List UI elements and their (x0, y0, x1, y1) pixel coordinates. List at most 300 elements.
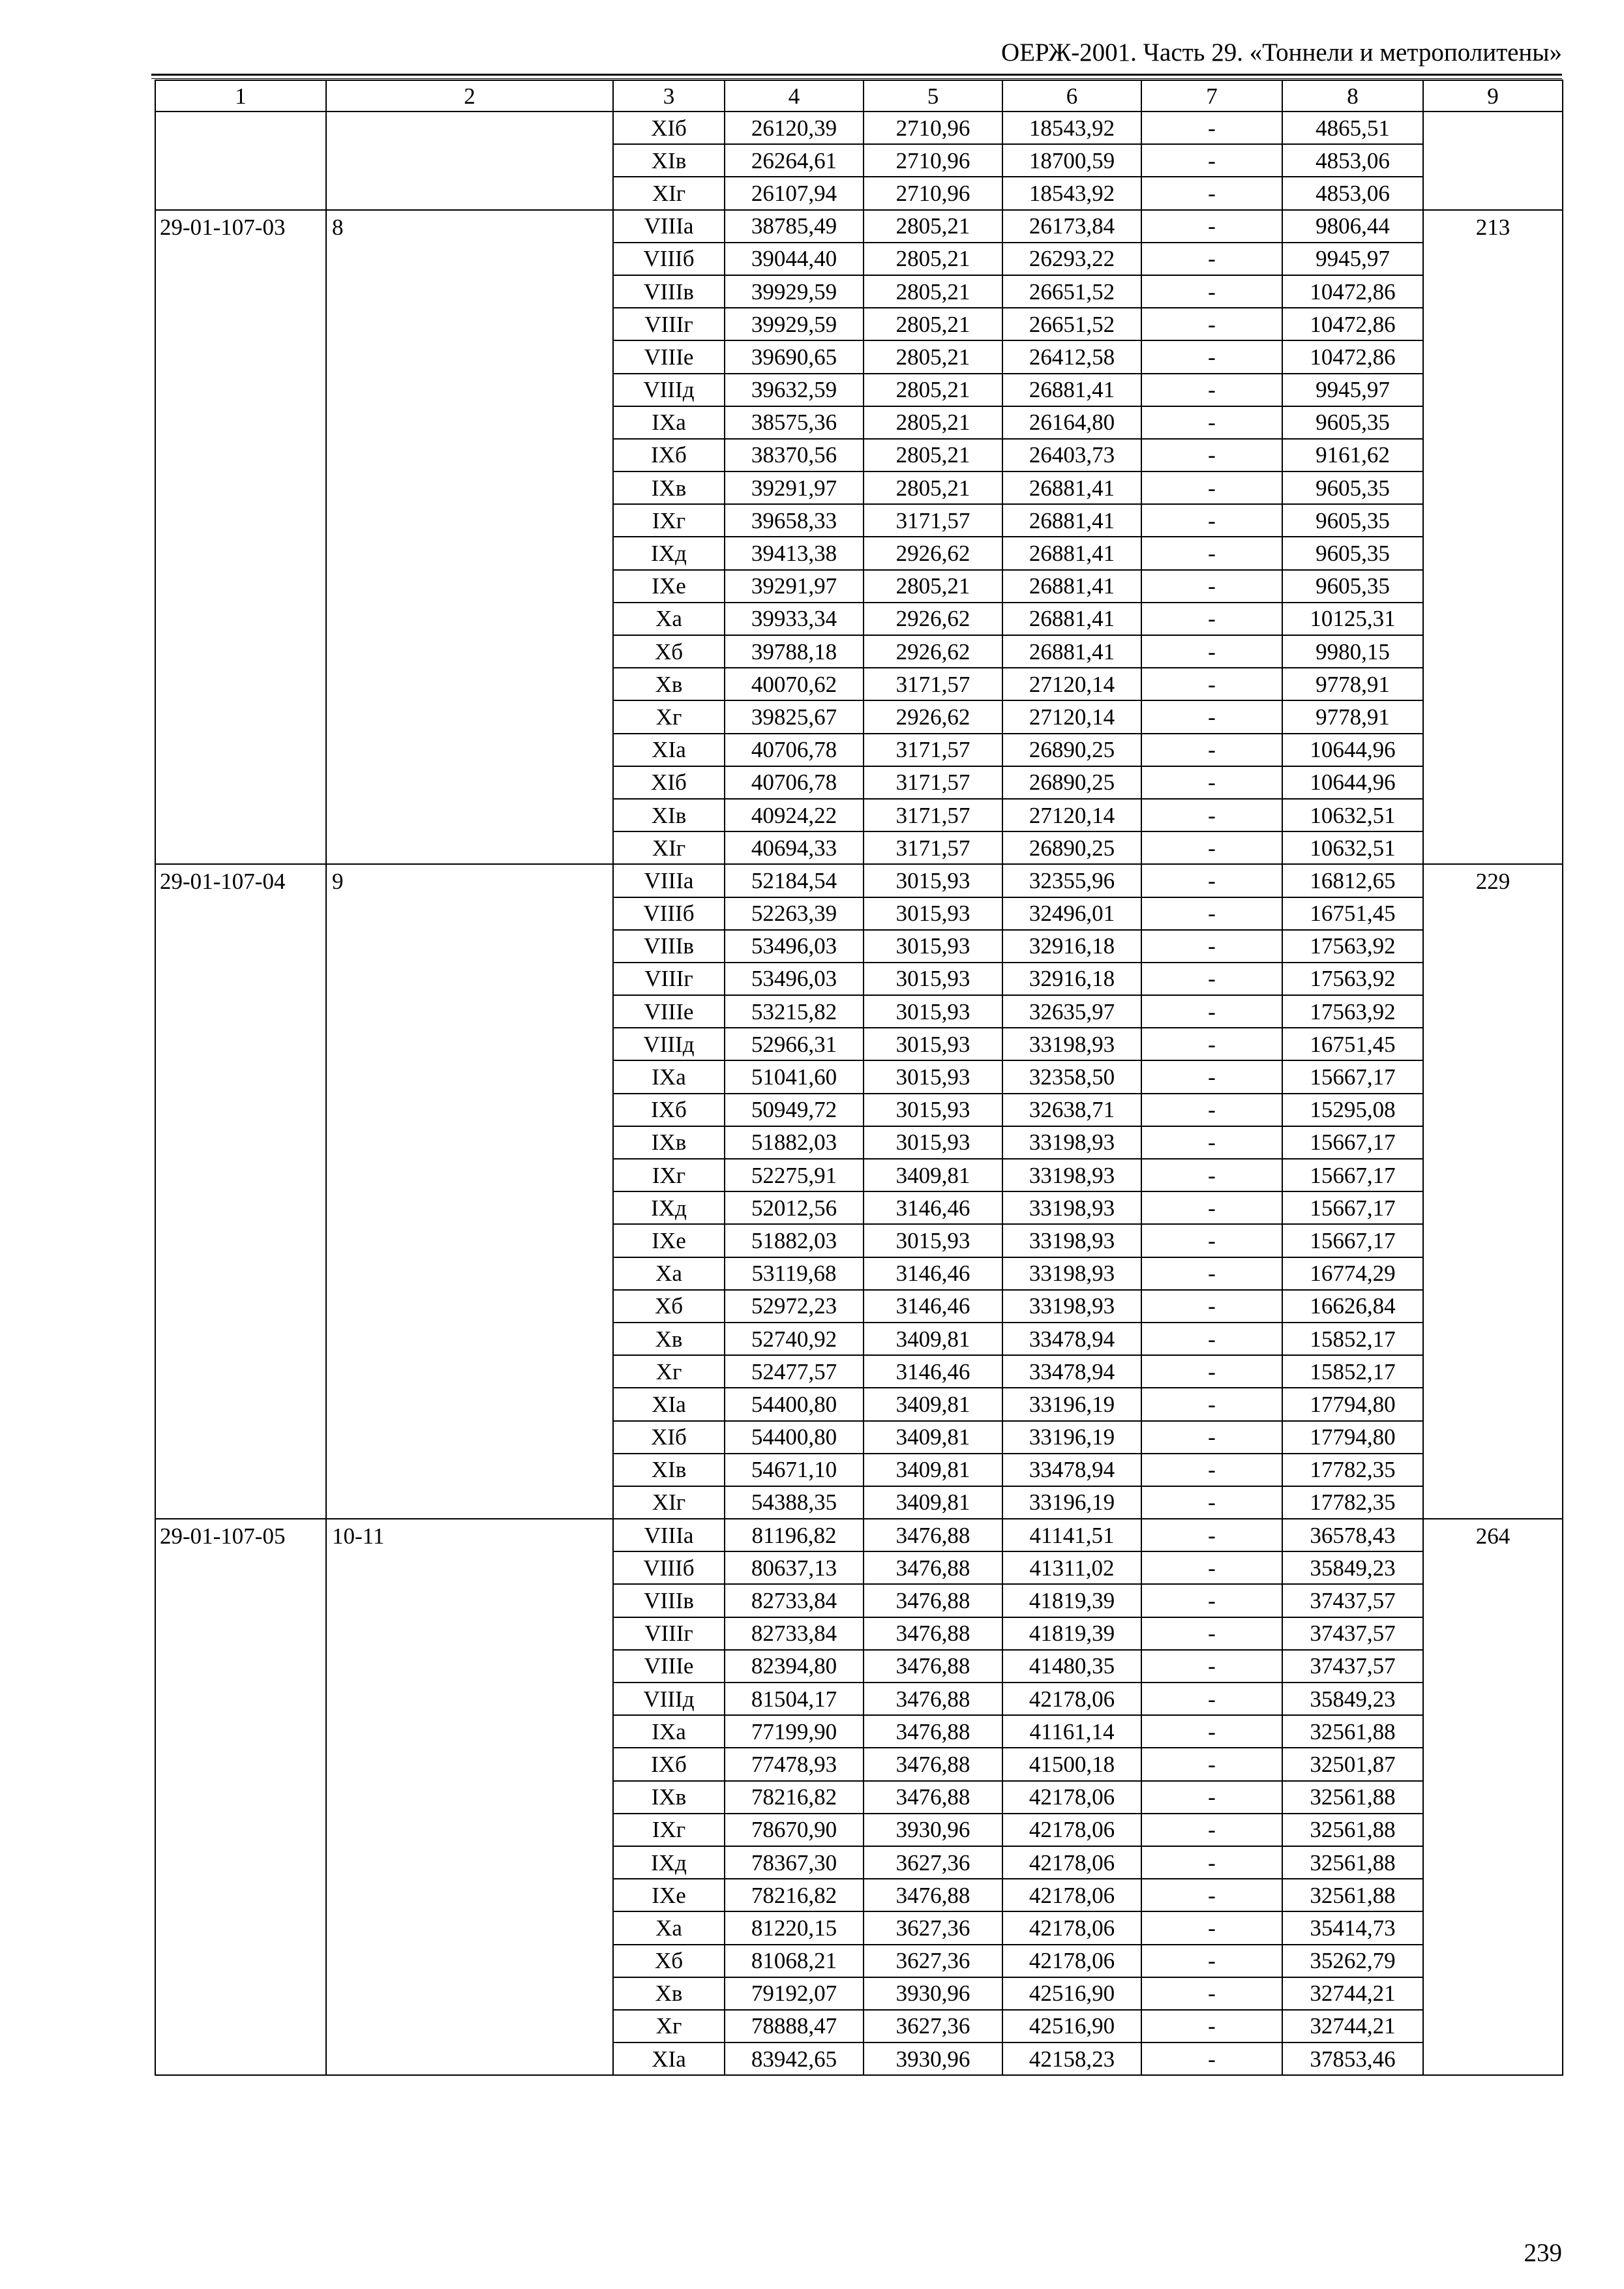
total-cost-cell: 52012,56 (725, 1191, 864, 1224)
labor-cost-cell: 3627,36 (864, 1945, 1002, 1977)
zone-cell: XIб (613, 112, 725, 144)
labor-cost-cell: 3476,88 (864, 1617, 1002, 1650)
table-row (155, 112, 1563, 144)
zone-cell: XIб (613, 766, 725, 799)
materials-cost-cell: 15667,17 (1282, 1159, 1423, 1191)
materials-cost-cell: 17794,80 (1282, 1421, 1423, 1454)
wages-cell: - (1141, 570, 1282, 603)
zone-cell: XIа (613, 2042, 725, 2075)
materials-cost-cell: 16626,84 (1282, 1290, 1423, 1323)
wages-cell: - (1141, 1454, 1282, 1486)
total-cost-cell: 39413,38 (725, 537, 864, 569)
labor-cost-cell: 2805,21 (864, 243, 1002, 275)
zone-cell: Xг (613, 2010, 725, 2042)
zone-cell: XIг (613, 831, 725, 864)
total-cost-cell: 53496,03 (725, 963, 864, 995)
wages-cell: - (1141, 1486, 1282, 1519)
machine-cost-cell: 33198,93 (1002, 1028, 1141, 1060)
wages-cell: - (1141, 1748, 1282, 1780)
wages-cell: - (1141, 243, 1282, 275)
total-cost-cell: 26264,61 (725, 144, 864, 177)
labor-cost-cell: 2926,62 (864, 537, 1002, 569)
total-cost-cell: 39044,40 (725, 243, 864, 275)
machine-cost-cell: 42178,06 (1002, 1945, 1141, 1977)
column-number: 6 (1002, 80, 1141, 112)
zone-cell: VIIIв (613, 930, 725, 963)
wages-cell: - (1141, 1584, 1282, 1617)
norm-code-cell: 29-01-107-05 (155, 1519, 326, 2075)
zone-cell: IXг (613, 1159, 725, 1191)
total-cost-cell: 53119,68 (725, 1257, 864, 1290)
total-cost-cell: 39291,97 (725, 570, 864, 603)
machine-cost-cell: 42178,06 (1002, 1846, 1141, 1879)
machine-cost-cell: 32916,18 (1002, 963, 1141, 995)
zone-cell: VIIIб (613, 243, 725, 275)
page-number: 239 (1524, 2239, 1562, 2267)
machine-cost-cell: 18543,92 (1002, 177, 1141, 209)
materials-cost-cell: 32561,88 (1282, 1715, 1423, 1748)
machine-cost-cell: 18700,59 (1002, 144, 1141, 177)
labor-cost-cell: 3476,88 (864, 1519, 1002, 1551)
labor-cost-cell: 3930,96 (864, 2042, 1002, 2075)
wages-cell: - (1141, 439, 1282, 471)
labor-cost-cell: 3171,57 (864, 504, 1002, 537)
wages-cell: - (1141, 897, 1282, 930)
zone-cell: IXд (613, 1191, 725, 1224)
total-cost-cell: 52275,91 (725, 1159, 864, 1191)
total-cost-cell: 81068,21 (725, 1945, 864, 1977)
total-cost-cell: 39825,67 (725, 700, 864, 733)
materials-cost-cell: 32561,88 (1282, 1781, 1423, 1814)
labor-cost-cell: 3015,93 (864, 1126, 1002, 1159)
total-cost-cell: 82394,80 (725, 1650, 864, 1683)
labor-cost-cell: 3015,93 (864, 930, 1002, 963)
wages-cell: - (1141, 1028, 1282, 1060)
zone-cell: VIIIд (613, 1683, 725, 1715)
zone-cell: XIв (613, 1454, 725, 1486)
wages-cell: - (1141, 1257, 1282, 1290)
zone-cell: IXа (613, 406, 725, 439)
labor-cost-cell: 3015,93 (864, 1060, 1002, 1093)
total-cost-cell: 40070,62 (725, 668, 864, 700)
materials-cost-cell: 35849,23 (1282, 1683, 1423, 1715)
group-value-cell: 229 (1423, 864, 1563, 1519)
labor-cost-cell: 3146,46 (864, 1191, 1002, 1224)
machine-cost-cell: 32496,01 (1002, 897, 1141, 930)
norm-name-cell: 9 (326, 864, 613, 1519)
machine-cost-cell: 26881,41 (1002, 471, 1141, 504)
wages-cell: - (1141, 210, 1282, 243)
labor-cost-cell: 3171,57 (864, 799, 1002, 831)
labor-cost-cell: 2805,21 (864, 570, 1002, 603)
machine-cost-cell: 26890,25 (1002, 734, 1141, 766)
total-cost-cell: 52184,54 (725, 864, 864, 897)
zone-cell: XIг (613, 1486, 725, 1519)
wages-cell: - (1141, 1977, 1282, 2010)
machine-cost-cell: 42178,06 (1002, 1781, 1141, 1814)
total-cost-cell: 50949,72 (725, 1094, 864, 1126)
materials-cost-cell: 37437,57 (1282, 1650, 1423, 1683)
labor-cost-cell: 2805,21 (864, 374, 1002, 406)
zone-cell: IXг (613, 504, 725, 537)
wages-cell: - (1141, 799, 1282, 831)
wages-cell: - (1141, 603, 1282, 635)
machine-cost-cell: 26293,22 (1002, 243, 1141, 275)
machine-cost-cell: 26412,58 (1002, 340, 1141, 373)
materials-cost-cell: 15852,17 (1282, 1355, 1423, 1388)
total-cost-cell: 83942,65 (725, 2042, 864, 2075)
labor-cost-cell: 3146,46 (864, 1290, 1002, 1323)
labor-cost-cell: 3015,93 (864, 963, 1002, 995)
machine-cost-cell: 26881,41 (1002, 504, 1141, 537)
zone-cell: VIIIб (613, 897, 725, 930)
column-number: 1 (155, 80, 326, 112)
machine-cost-cell: 33196,19 (1002, 1421, 1141, 1454)
materials-cost-cell: 16751,45 (1282, 897, 1423, 930)
materials-cost-cell: 9161,62 (1282, 439, 1423, 471)
zone-cell: Xа (613, 603, 725, 635)
total-cost-cell: 81220,15 (725, 1911, 864, 1944)
materials-cost-cell: 32561,88 (1282, 1814, 1423, 1846)
total-cost-cell: 51882,03 (725, 1224, 864, 1257)
total-cost-cell: 54671,10 (725, 1454, 864, 1486)
wages-cell: - (1141, 1388, 1282, 1420)
wages-cell: - (1141, 2010, 1282, 2042)
materials-cost-cell: 15667,17 (1282, 1224, 1423, 1257)
table-row (155, 1519, 1563, 1551)
materials-cost-cell: 32744,21 (1282, 1977, 1423, 2010)
machine-cost-cell: 32355,96 (1002, 864, 1141, 897)
wages-cell: - (1141, 340, 1282, 373)
labor-cost-cell: 3171,57 (864, 831, 1002, 864)
rates-table (155, 80, 1563, 2076)
zone-cell: VIIIд (613, 1028, 725, 1060)
header-rule-thick (151, 74, 1562, 76)
machine-cost-cell: 26173,84 (1002, 210, 1141, 243)
zone-cell: Xа (613, 1257, 725, 1290)
zone-cell: VIIIб (613, 1551, 725, 1584)
labor-cost-cell: 2710,96 (864, 177, 1002, 209)
labor-cost-cell: 2710,96 (864, 144, 1002, 177)
total-cost-cell: 39929,59 (725, 308, 864, 340)
materials-cost-cell: 10632,51 (1282, 799, 1423, 831)
machine-cost-cell: 33198,93 (1002, 1224, 1141, 1257)
materials-cost-cell: 15295,08 (1282, 1094, 1423, 1126)
machine-cost-cell: 42178,06 (1002, 1814, 1141, 1846)
zone-cell: IXв (613, 1126, 725, 1159)
zone-cell: VIIIа (613, 1519, 725, 1551)
labor-cost-cell: 2805,21 (864, 210, 1002, 243)
materials-cost-cell: 32561,88 (1282, 1879, 1423, 1911)
wages-cell: - (1141, 864, 1282, 897)
materials-cost-cell: 10644,96 (1282, 766, 1423, 799)
machine-cost-cell: 18543,92 (1002, 112, 1141, 144)
group-value-cell: 213 (1423, 210, 1563, 865)
column-number: 4 (725, 80, 864, 112)
wages-cell: - (1141, 1814, 1282, 1846)
norm-code-cell: 29-01-107-03 (155, 210, 326, 865)
total-cost-cell: 40924,22 (725, 799, 864, 831)
zone-cell: IXб (613, 439, 725, 471)
total-cost-cell: 52477,57 (725, 1355, 864, 1388)
materials-cost-cell: 10472,86 (1282, 308, 1423, 340)
wages-cell: - (1141, 1945, 1282, 1977)
wages-cell: - (1141, 1683, 1282, 1715)
labor-cost-cell: 3171,57 (864, 734, 1002, 766)
materials-cost-cell: 32744,21 (1282, 2010, 1423, 2042)
zone-cell: IXд (613, 1846, 725, 1879)
zone-cell: VIIIд (613, 374, 725, 406)
column-number-row (155, 80, 1563, 112)
labor-cost-cell: 3015,93 (864, 1028, 1002, 1060)
materials-cost-cell: 35849,23 (1282, 1551, 1423, 1584)
labor-cost-cell: 2926,62 (864, 635, 1002, 668)
wages-cell: - (1141, 1290, 1282, 1323)
materials-cost-cell: 9605,35 (1282, 406, 1423, 439)
total-cost-cell: 39788,18 (725, 635, 864, 668)
wages-cell: - (1141, 995, 1282, 1028)
zone-cell: XIв (613, 799, 725, 831)
wages-cell: - (1141, 144, 1282, 177)
column-number: 7 (1141, 80, 1282, 112)
machine-cost-cell: 32638,71 (1002, 1094, 1141, 1126)
machine-cost-cell: 26164,80 (1002, 406, 1141, 439)
wages-cell: - (1141, 1551, 1282, 1584)
labor-cost-cell: 3015,93 (864, 1224, 1002, 1257)
total-cost-cell: 53215,82 (725, 995, 864, 1028)
materials-cost-cell: 32561,88 (1282, 1846, 1423, 1879)
total-cost-cell: 26120,39 (725, 112, 864, 144)
zone-cell: IXе (613, 570, 725, 603)
total-cost-cell: 39933,34 (725, 603, 864, 635)
wages-cell: - (1141, 1879, 1282, 1911)
labor-cost-cell: 3409,81 (864, 1323, 1002, 1355)
machine-cost-cell: 26890,25 (1002, 831, 1141, 864)
materials-cost-cell: 4853,06 (1282, 177, 1423, 209)
labor-cost-cell: 2926,62 (864, 700, 1002, 733)
machine-cost-cell: 32635,97 (1002, 995, 1141, 1028)
total-cost-cell: 78670,90 (725, 1814, 864, 1846)
machine-cost-cell: 42178,06 (1002, 1879, 1141, 1911)
header-rule-thin (151, 78, 1562, 79)
zone-cell: IXб (613, 1094, 725, 1126)
labor-cost-cell: 2805,21 (864, 308, 1002, 340)
total-cost-cell: 39291,97 (725, 471, 864, 504)
labor-cost-cell: 3476,88 (864, 1748, 1002, 1780)
labor-cost-cell: 3146,46 (864, 1257, 1002, 1290)
zone-cell: IXв (613, 1781, 725, 1814)
total-cost-cell: 52740,92 (725, 1323, 864, 1355)
machine-cost-cell: 33196,19 (1002, 1388, 1141, 1420)
machine-cost-cell: 32358,50 (1002, 1060, 1141, 1093)
labor-cost-cell: 3015,93 (864, 995, 1002, 1028)
machine-cost-cell: 26890,25 (1002, 766, 1141, 799)
zone-cell: VIIIе (613, 340, 725, 373)
norm-code-cell (155, 112, 326, 210)
zone-cell: Xв (613, 1323, 725, 1355)
total-cost-cell: 54400,80 (725, 1421, 864, 1454)
materials-cost-cell: 35262,79 (1282, 1945, 1423, 1977)
machine-cost-cell: 41480,35 (1002, 1650, 1141, 1683)
machine-cost-cell: 33478,94 (1002, 1323, 1141, 1355)
machine-cost-cell: 33198,93 (1002, 1290, 1141, 1323)
materials-cost-cell: 17794,80 (1282, 1388, 1423, 1420)
wages-cell: - (1141, 1355, 1282, 1388)
wages-cell: - (1141, 1846, 1282, 1879)
column-number: 3 (613, 80, 725, 112)
zone-cell: IXб (613, 1748, 725, 1780)
labor-cost-cell: 2805,21 (864, 471, 1002, 504)
wages-cell: - (1141, 930, 1282, 963)
table-row (155, 864, 1563, 897)
materials-cost-cell: 16774,29 (1282, 1257, 1423, 1290)
materials-cost-cell: 15667,17 (1282, 1060, 1423, 1093)
labor-cost-cell: 3409,81 (864, 1388, 1002, 1420)
zone-cell: Xг (613, 1355, 725, 1388)
materials-cost-cell: 17782,35 (1282, 1486, 1423, 1519)
machine-cost-cell: 42516,90 (1002, 1977, 1141, 2010)
wages-cell: - (1141, 1159, 1282, 1191)
machine-cost-cell: 33478,94 (1002, 1355, 1141, 1388)
materials-cost-cell: 9605,35 (1282, 504, 1423, 537)
machine-cost-cell: 33198,93 (1002, 1257, 1141, 1290)
wages-cell: - (1141, 1126, 1282, 1159)
labor-cost-cell: 2805,21 (864, 275, 1002, 308)
machine-cost-cell: 27120,14 (1002, 700, 1141, 733)
total-cost-cell: 40706,78 (725, 734, 864, 766)
table-row (155, 210, 1563, 243)
zone-cell: XIа (613, 1388, 725, 1420)
total-cost-cell: 77199,90 (725, 1715, 864, 1748)
wages-cell: - (1141, 766, 1282, 799)
zone-cell: Xб (613, 635, 725, 668)
labor-cost-cell: 3146,46 (864, 1355, 1002, 1388)
zone-cell: VIIIв (613, 1584, 725, 1617)
labor-cost-cell: 3476,88 (864, 1715, 1002, 1748)
machine-cost-cell: 26881,41 (1002, 603, 1141, 635)
wages-cell: - (1141, 177, 1282, 209)
norm-name-cell: 8 (326, 210, 613, 865)
materials-cost-cell: 17563,92 (1282, 930, 1423, 963)
wages-cell: - (1141, 406, 1282, 439)
machine-cost-cell: 27120,14 (1002, 799, 1141, 831)
total-cost-cell: 78216,82 (725, 1781, 864, 1814)
zone-cell: VIIIг (613, 963, 725, 995)
zone-cell: VIIIг (613, 1617, 725, 1650)
labor-cost-cell: 2926,62 (864, 603, 1002, 635)
labor-cost-cell: 3627,36 (864, 1846, 1002, 1879)
total-cost-cell: 51041,60 (725, 1060, 864, 1093)
zone-cell: IXв (613, 471, 725, 504)
machine-cost-cell: 26881,41 (1002, 635, 1141, 668)
norm-name-cell: 10-11 (326, 1519, 613, 2075)
labor-cost-cell: 3015,93 (864, 864, 1002, 897)
materials-cost-cell: 10125,31 (1282, 603, 1423, 635)
labor-cost-cell: 3930,96 (864, 1977, 1002, 2010)
column-number: 9 (1423, 80, 1563, 112)
wages-cell: - (1141, 374, 1282, 406)
total-cost-cell: 51882,03 (725, 1126, 864, 1159)
wages-cell: - (1141, 471, 1282, 504)
labor-cost-cell: 2805,21 (864, 340, 1002, 373)
wages-cell: - (1141, 1911, 1282, 1944)
total-cost-cell: 26107,94 (725, 177, 864, 209)
wages-cell: - (1141, 963, 1282, 995)
machine-cost-cell: 26651,52 (1002, 275, 1141, 308)
zone-cell: VIIIв (613, 275, 725, 308)
materials-cost-cell: 9806,44 (1282, 210, 1423, 243)
wages-cell: - (1141, 668, 1282, 700)
norm-code-cell: 29-01-107-04 (155, 864, 326, 1519)
materials-cost-cell: 10632,51 (1282, 831, 1423, 864)
total-cost-cell: 54388,35 (725, 1486, 864, 1519)
total-cost-cell: 53496,03 (725, 930, 864, 963)
materials-cost-cell: 9605,35 (1282, 471, 1423, 504)
wages-cell: - (1141, 2042, 1282, 2075)
wages-cell: - (1141, 275, 1282, 308)
zone-cell: VIIIа (613, 864, 725, 897)
wages-cell: - (1141, 1781, 1282, 1814)
machine-cost-cell: 42158,23 (1002, 2042, 1141, 2075)
labor-cost-cell: 3409,81 (864, 1159, 1002, 1191)
zone-cell: XIв (613, 144, 725, 177)
labor-cost-cell: 3476,88 (864, 1781, 1002, 1814)
zone-cell: VIIIе (613, 995, 725, 1028)
labor-cost-cell: 3476,88 (864, 1683, 1002, 1715)
machine-cost-cell: 27120,14 (1002, 668, 1141, 700)
total-cost-cell: 82733,84 (725, 1617, 864, 1650)
page-header-title: ОЕРЖ-2001. Часть 29. «Тоннели и метрополитены» (1000, 38, 1562, 67)
machine-cost-cell: 41141,51 (1002, 1519, 1141, 1551)
total-cost-cell: 82733,84 (725, 1584, 864, 1617)
labor-cost-cell: 3015,93 (864, 897, 1002, 930)
labor-cost-cell: 3409,81 (864, 1454, 1002, 1486)
labor-cost-cell: 3930,96 (864, 1814, 1002, 1846)
machine-cost-cell: 33198,93 (1002, 1191, 1141, 1224)
total-cost-cell: 52263,39 (725, 897, 864, 930)
materials-cost-cell: 4865,51 (1282, 112, 1423, 144)
wages-cell: - (1141, 504, 1282, 537)
materials-cost-cell: 37437,57 (1282, 1617, 1423, 1650)
labor-cost-cell: 3171,57 (864, 766, 1002, 799)
wages-cell: - (1141, 537, 1282, 569)
wages-cell: - (1141, 1224, 1282, 1257)
total-cost-cell: 80637,13 (725, 1551, 864, 1584)
wages-cell: - (1141, 1519, 1282, 1551)
total-cost-cell: 78888,47 (725, 2010, 864, 2042)
total-cost-cell: 39929,59 (725, 275, 864, 308)
materials-cost-cell: 9980,15 (1282, 635, 1423, 668)
total-cost-cell: 81504,17 (725, 1683, 864, 1715)
group-value-cell (1423, 112, 1563, 210)
zone-cell: Xа (613, 1911, 725, 1944)
materials-cost-cell: 36578,43 (1282, 1519, 1423, 1551)
wages-cell: - (1141, 1094, 1282, 1126)
machine-cost-cell: 26651,52 (1002, 308, 1141, 340)
materials-cost-cell: 15852,17 (1282, 1323, 1423, 1355)
machine-cost-cell: 33196,19 (1002, 1486, 1141, 1519)
group-value-cell: 264 (1423, 1519, 1563, 2075)
machine-cost-cell: 41819,39 (1002, 1584, 1141, 1617)
materials-cost-cell: 9778,91 (1282, 668, 1423, 700)
zone-cell: Xг (613, 700, 725, 733)
total-cost-cell: 39632,59 (725, 374, 864, 406)
materials-cost-cell: 37437,57 (1282, 1584, 1423, 1617)
total-cost-cell: 38575,36 (725, 406, 864, 439)
total-cost-cell: 40694,33 (725, 831, 864, 864)
labor-cost-cell: 3015,93 (864, 1094, 1002, 1126)
labor-cost-cell: 2805,21 (864, 439, 1002, 471)
